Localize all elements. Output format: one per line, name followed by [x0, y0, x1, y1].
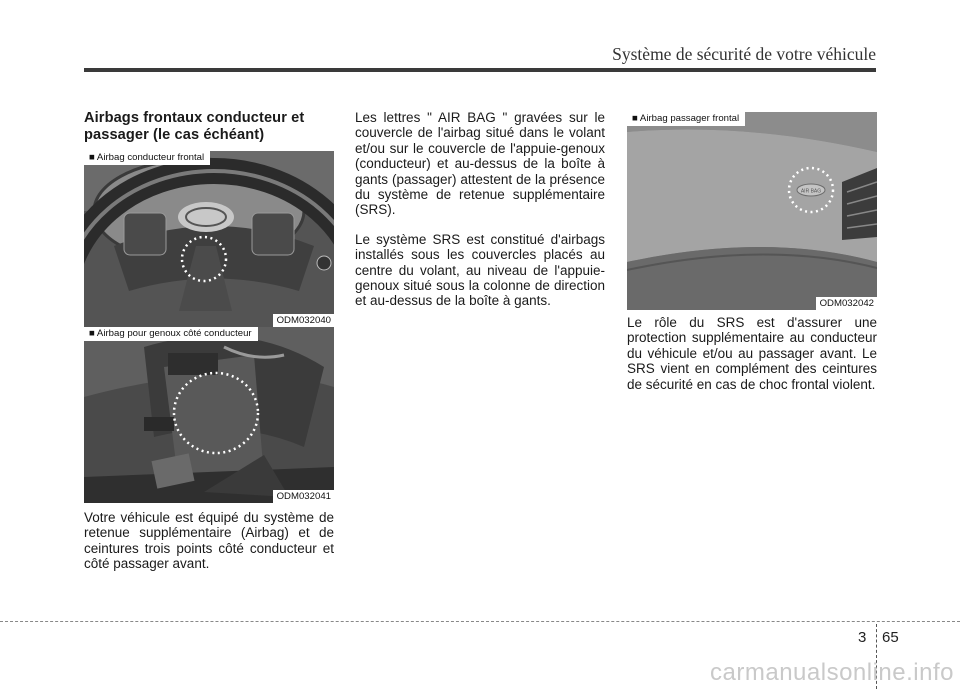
intro-paragraph: Votre véhicule est équipé du système de retenue supplémentaire (Airbag) et de ceintures trois points côté conducteur et côté passager avant. — [84, 510, 334, 572]
column-middle — [355, 110, 605, 309]
footer-dashed-rule — [0, 621, 960, 622]
figure-caption: ■ Airbag passager frontal — [627, 112, 745, 126]
figure-driver-airbag — [84, 151, 334, 327]
chapter-number: 3 — [858, 629, 867, 646]
column-left — [84, 110, 334, 144]
site-watermark: carmanualsonline.info — [710, 659, 954, 686]
figure-code: ODM032042 — [816, 297, 877, 310]
section-heading: Airbags frontaux conducteur et passager (le cas échéant) — [84, 110, 305, 143]
paragraph-srs-components: Le système SRS est constitué d'airbags installés sous les couvercles placés au centre du volant, au niveau de l'appuie-genoux situé sous la colonne de direction et au-dessus de la boîte à gants. — [355, 231, 605, 309]
figure-passenger-airbag — [627, 112, 877, 310]
header-rule — [84, 68, 876, 72]
column-right-text — [627, 315, 877, 392]
driver-airbag-photo — [84, 151, 334, 327]
paragraph-srs-role: Le rôle du SRS est d'assurer une protection supplémentaire au conducteur du véhicule et/ou au passager avant. Le SRS vient en complément des ceintures de sécurité en cas de choc frontal violent. — [627, 315, 877, 392]
figure-knee-airbag — [84, 327, 334, 503]
figure-code: ODM032041 — [273, 490, 334, 503]
figure-caption: ■ Airbag conducteur frontal — [84, 151, 210, 165]
section-title: Système de sécurité de votre véhicule — [612, 44, 876, 64]
column-left-text — [84, 510, 334, 572]
knee-airbag-photo — [84, 327, 334, 503]
airbag-emblem: AIR BAG — [800, 188, 822, 195]
paragraph-airbag-letters: Les lettres " AIR BAG " gravées sur le couvercle de l'airbag situé dans le volant et/ou sur le couvercle de l'appuie-genoux (conducteur) et au-dessus de la boîte à gants (passager) attestent de la présence du système de retenue supplémentaire (SRS). — [355, 110, 605, 218]
page-number: 65 — [882, 629, 899, 646]
passenger-airbag-photo — [627, 112, 877, 310]
figure-caption: ■ Airbag pour genoux côté conducteur — [84, 327, 258, 341]
figure-code: ODM032040 — [273, 314, 334, 327]
